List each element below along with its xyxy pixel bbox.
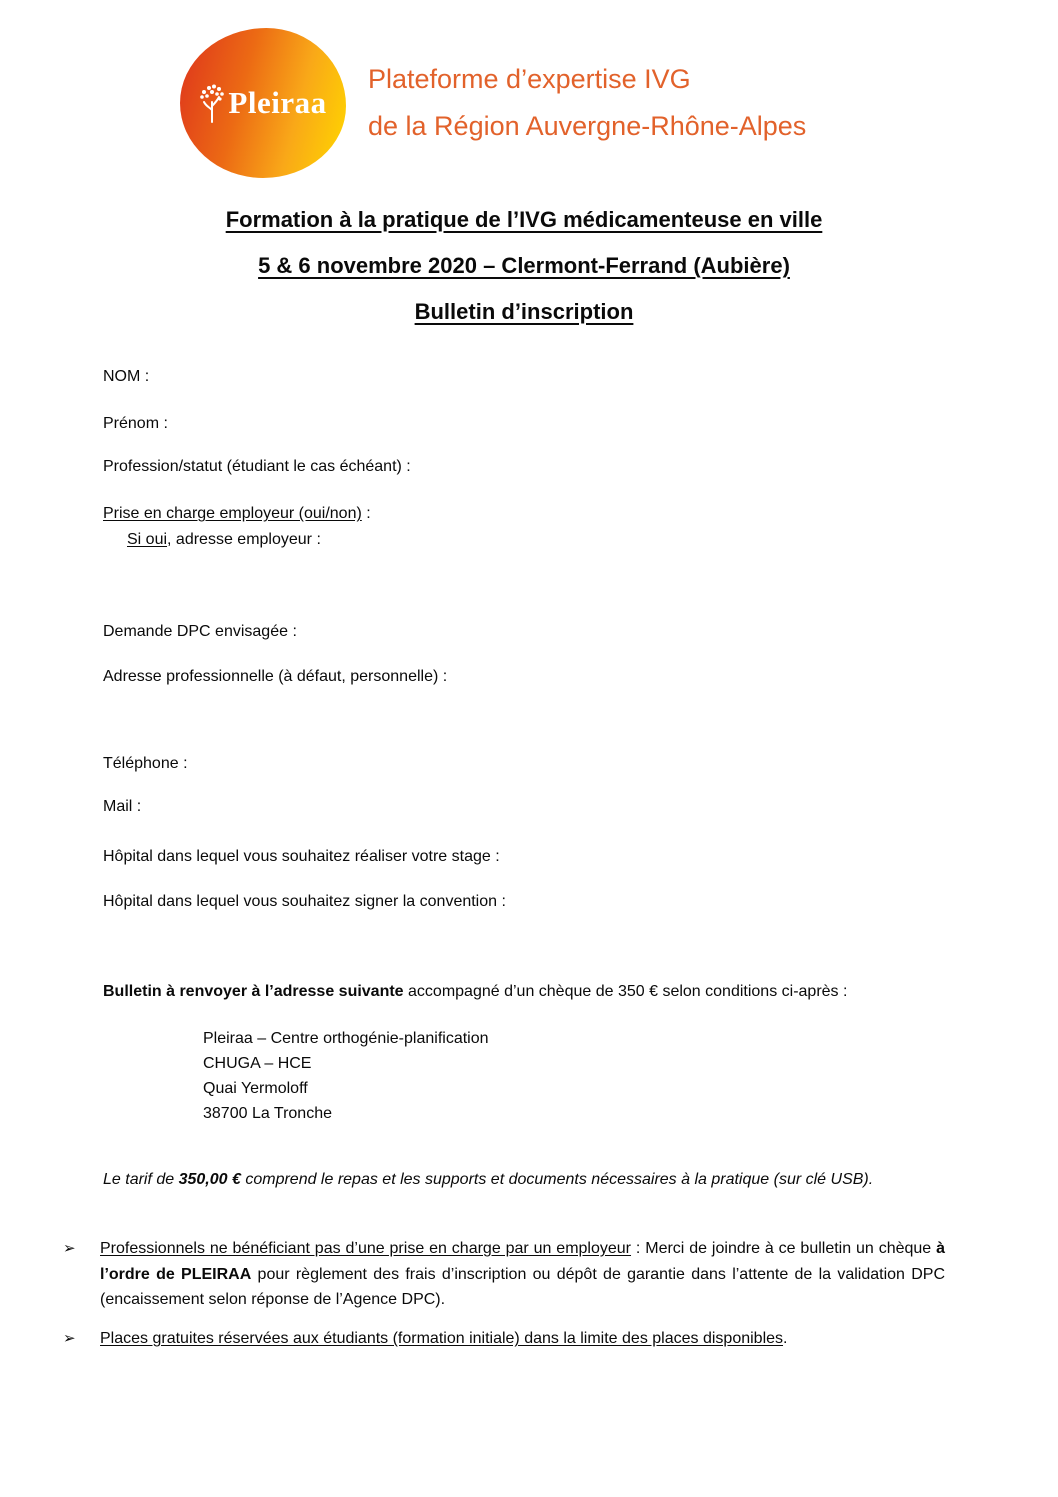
header-line-1: Plateforme d’expertise IVG: [368, 64, 691, 94]
document-titles: [103, 205, 945, 343]
field-prenom: Prénom :: [103, 415, 168, 432]
address-line-2: CHUGA – HCE: [203, 1055, 312, 1072]
logo-text: Pleiraa: [228, 85, 327, 120]
tariff-note: Le tarif de 350,00 € comprend le repas et les supports et documents nécessaires à la pratique (sur clé USB).: [103, 1171, 874, 1188]
header-line-2: de la Région Auvergne-Rhône-Alpes: [368, 111, 807, 141]
tree-icon: [199, 83, 225, 123]
doc-title-line-3: Bulletin d’inscription: [414, 299, 634, 324]
condition-item-1-text: Professionnels ne bénéficiant pas d’une prise en charge par un employeur : Merci de joindre à ce bulletin un chèque à l’ordre de PLEIRAA pour règlement des frais d’inscription ou dépôt de garantie dans l’attente de la validation DPC (encaissement selon réponse de l’Agence DPC).: [100, 1240, 946, 1308]
address-line-4: 38700 La Tronche: [203, 1105, 332, 1122]
mailing-address: [203, 1026, 489, 1126]
field-mail: Mail :: [103, 798, 142, 815]
doc-title-line-1: Formation à la pratique de l’IVG médicamenteuse en ville: [225, 207, 823, 232]
org-header: [368, 56, 806, 150]
send-instruction: Bulletin à renvoyer à l’adresse suivante accompagné d’un chèque de 350 € selon conditions ci-après :: [103, 983, 848, 1000]
arrow-bullet-icon: ➢: [63, 1329, 76, 1347]
field-hopital-stage: Hôpital dans lequel vous souhaitez réaliser votre stage :: [103, 848, 500, 865]
condition-item-2: [63, 1326, 947, 1352]
field-nom: NOM :: [103, 368, 150, 385]
field-hopital-convention: Hôpital dans lequel vous souhaitez signer la convention :: [103, 893, 506, 910]
condition-item-1: [63, 1236, 947, 1313]
field-adresse-professionnelle: Adresse professionnelle (à défaut, personnelle) :: [103, 668, 448, 685]
condition-item-2-text: Places gratuites réservées aux étudiants (formation initiale) dans la limite des places disponibles.: [100, 1330, 788, 1347]
field-prise-en-charge: Prise en charge employeur (oui/non) :: [103, 505, 371, 522]
address-line-1: Pleiraa – Centre orthogénie-planification: [203, 1030, 489, 1047]
field-profession: Profession/statut (étudiant le cas échéant) :: [103, 458, 411, 475]
pleiraa-logo: [180, 28, 346, 178]
field-si-oui-adresse-employeur: Si oui, adresse employeur :: [127, 531, 321, 548]
address-line-3: Quai Yermoloff: [203, 1080, 308, 1097]
arrow-bullet-icon: ➢: [63, 1239, 76, 1257]
field-telephone: Téléphone :: [103, 755, 188, 772]
doc-title-line-2: 5 & 6 novembre 2020 – Clermont-Ferrand (Aubière): [258, 253, 790, 278]
field-demande-dpc: Demande DPC envisagée :: [103, 623, 297, 640]
